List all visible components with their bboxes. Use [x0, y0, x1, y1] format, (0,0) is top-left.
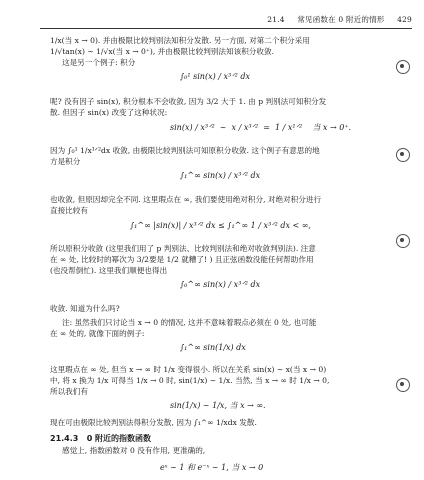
formula-integral-1: ∫₀¹ sin(x) / x³ᐟ² dx	[180, 72, 250, 81]
text-line: 因为 ∫₀¹ 1/x¹ᐟ²dx 收敛, 由极限比较判别法可知原积分收敛. 这个例子有意思的地	[50, 146, 320, 155]
text-line: 直接比较有	[50, 206, 88, 215]
header-section-title: 常见函数在 0 附近的情形	[297, 15, 385, 24]
text-line: 中, 将 x 换为 1/x 可得当 1/x → 0 时, sin(1/x) ∼ 1/x. 当然, 当 x → ∞ 时 1/x → 0,	[50, 376, 330, 385]
formula-comparison: ∫₁^∞ |sin(x)| / x³ᐟ² dx ≤ ∫₁^∞ 1 / x³ᐟ² dx < ∞,	[130, 221, 311, 230]
text-line: 感觉上, 指数函数对 0 没有作用, 更准确的,	[62, 446, 206, 455]
header-rule	[40, 28, 412, 29]
text-line: 这里瑕点在 ∞ 处, 但当 x → ∞ 时 1/x 变得很小. 所以在关系 sin(x) ∼ x(当 x → 0)	[50, 365, 327, 374]
text-line: 散. 但因子 sin(x) 改变了这种状况:	[50, 108, 168, 117]
margin-bullet-icon	[396, 60, 410, 74]
formula-mid: x / x³ᐟ²	[231, 123, 259, 132]
header-section-number: 21.4	[267, 15, 285, 24]
formula-integral-3: ∫₀^∞ sin(x) / x³ᐟ² dx	[180, 280, 261, 289]
text-line: 这是另一个例子: 积分	[62, 58, 136, 67]
text-line: 1/x(当 x → 0). 并由极限比较判别法知积分发散. 另一方面, 对第二个积分采用	[50, 36, 310, 45]
header-page-number: 429	[397, 15, 412, 24]
formula-exponential: eˣ ∼ 1 和 e⁻ˣ ∼ 1, 当 x → 0	[160, 463, 264, 472]
margin-bullet-icon	[396, 148, 410, 162]
text-line: 方是积分	[50, 157, 81, 166]
formula-integral-4: ∫₁^∞ sin(1/x) dx	[180, 343, 246, 352]
subsection-heading	[50, 433, 151, 444]
text-line: 也收敛, 但原因却完全不同. 这里瑕点在 ∞, 我们要使用绝对积分, 对绝对积分进行	[50, 195, 322, 204]
text-line: 在 ∞ 处的, 就像下面的例子:	[50, 329, 145, 338]
text-line: 所以原积分收敛 (这里我们用了 p 判别法、比较判别法和绝对收敛判别法). 注意	[50, 244, 316, 253]
text-line: 收敛. 知道为什么吗?	[50, 304, 120, 313]
subsection-number: 21.4.3	[50, 434, 79, 443]
formula-condition: 当 x → 0⁺.	[312, 123, 352, 132]
formula-lhs: sin(x) / x³ᐟ²	[170, 123, 215, 132]
margin-bullet-icon	[396, 378, 410, 392]
margin-bullet-icon	[396, 234, 410, 248]
formula-rhs: 1 / x¹ᐟ²	[275, 123, 303, 132]
formula-integral-2: ∫₁^∞ sin(x) / x³ᐟ² dx	[180, 171, 261, 180]
text-line: 在 ∞ 处, 比较时的幂次为 3/2要是 1/2 就糟了! ) 且正弦函数没能任何帮助作用	[50, 255, 314, 264]
formula-equivalence: sin(x) / x³ᐟ² ∼ x / x³ᐟ² = 1 / x¹ᐟ² 当 x → 0⁺.	[170, 123, 352, 132]
text-line: 注: 虽然我们只讨论当 x → 0 的情况, 这并不意味着瑕点必须在 0 处, 也可能	[62, 318, 317, 327]
text-line: (也没帮倒忙). 这里我们顺便也得出	[50, 266, 168, 275]
text-line: 1/√tan(x) ∼ 1/√x(当 x → 0⁺), 并由极限比较判别法知该积分收敛.	[50, 47, 274, 56]
running-header	[40, 14, 412, 28]
text-line: 所以我们有	[50, 387, 88, 396]
text-line: 现在可由极限比较判别法得积分发散, 因为 ∫₁^∞ 1/xdx 发散.	[50, 418, 257, 427]
formula-sin-equivalence: sin(1/x) ∼ 1/x, 当 x → ∞.	[170, 401, 266, 410]
text-line: 呢? 没有因子 sin(x), 积分根本不会收敛, 因为 3/2 大于 1. 由 p 判别法可知积分发	[50, 97, 327, 106]
subsection-title: 0 附近的指数函数	[86, 434, 152, 443]
